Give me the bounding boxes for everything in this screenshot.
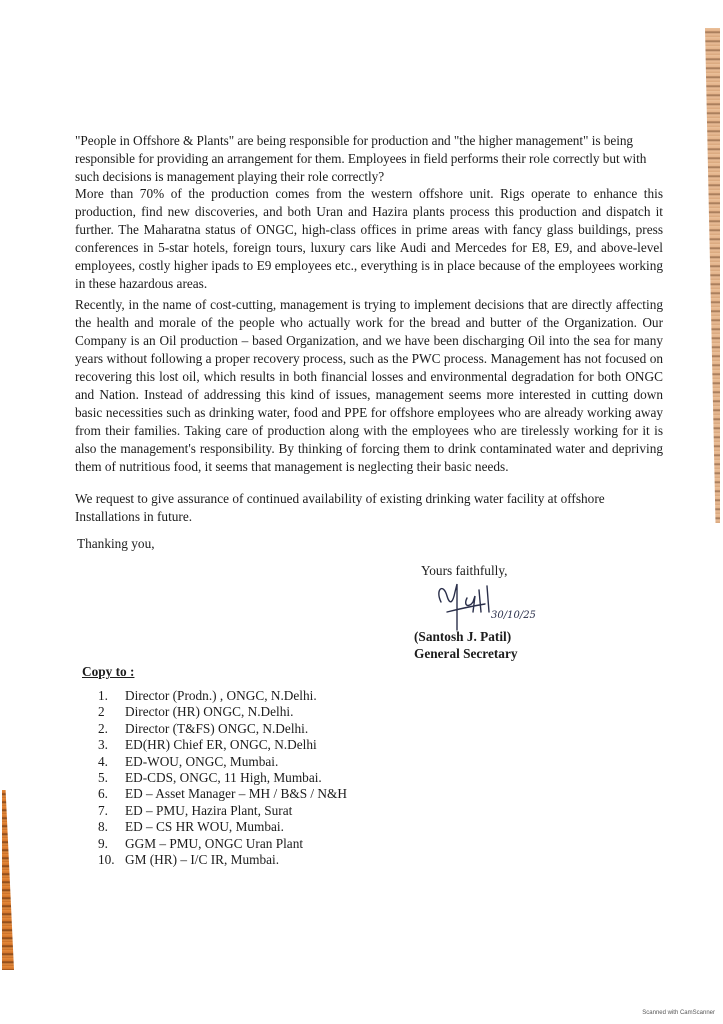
signatory-title: General Secretary [414,646,518,661]
paragraph-4: We request to give assurance of continued availability of existing drinking water facility at offshore Installations in future. [75,491,605,524]
signatory-name: (Santosh J. Patil) [414,629,512,644]
list-item: 10. GM (HR) – I/C IR, Mumbai. [98,852,280,868]
signature-icon [433,582,543,634]
paper-edge-right [705,28,720,523]
paragraph-3: Recently, in the name of cost-cutting, management is trying to implement decisions that are directly affecting the health and morale of the people who actually work for the bread and butter of the Organization. Our Company is an Oil production – based Organization, and we have been discharging Oil into the sea for many years without following a proper recovery process, such as the PWC process. Management has not focused on recovering this lost oil, which results in both financial losses and environmental degradation for both ONGC and Nation. Instead of addressing this kind of issues, management seems more interested in cutting down basic necessities such as drinking water, food and PPE for offshore employees who are already working away from their families. Taking care of production along with the employees who are tirelessly working for it is also the management's responsibility. By thinking of forcing them to drink contaminated water and depriving them of nutritious food, it seems that management is neglecting their basic needs. [75,297,663,474]
list-item: 4. ED-WOU, ONGC, Mumbai. [98,753,279,769]
scanner-watermark: Scanned with CamScanner [642,1010,715,1016]
list-item: 2. Director (T&FS) ONGC, N.Delhi. [98,720,309,736]
closing: Thanking you, [77,536,155,551]
list-item: 5. ED-CDS, ONGC, 11 High, Mumbai. [98,770,322,786]
valediction: Yours faithfully, [421,563,508,578]
copy-to-list [98,688,347,868]
paper-edge-left [2,790,14,970]
copy-to-title: Copy to : [82,664,135,679]
list-item: 1. Director (Prodn.) , ONGC, N.Delhi. [98,688,317,703]
list-item: 3. ED(HR) Chief ER, ONGC, N.Delhi [98,737,317,753]
list-item: 7. ED – PMU, Hazira Plant, Surat [98,802,293,818]
list-item: 8. ED – CS HR WOU, Mumbai. [98,819,284,835]
list-item: 6. ED – Asset Manager – MH / B&S / N&H [98,786,347,802]
list-item: 2 Director (HR) ONGC, N.Delhi. [98,704,294,720]
paragraph-2: More than 70% of the production comes from the western offshore unit. Rigs operate to enhance this production, find new discoveries, and both Uran and Hazira plants process this production and dispatch it further. The Maharatna status of ONGC, high-class offices in prime areas with fancy glass buildings, press conferences in 5-star hotels, foreign tours, luxury cars like Audi and Mercedes for E8, E9, and above-level employees, costly higher ipads to E9 employees etc., everything is in place because of the employees working in these hazardous areas. [75,186,663,291]
list-item: 9. GGM – PMU, ONGC Uran Plant [98,835,304,851]
svg-text:30/10/25: 30/10/25 [491,610,536,621]
signatory-block [414,628,518,662]
paragraph-1: "People in Offshore & Plants" are being responsible for production and "the higher management" is being responsible for providing an arrangement for them. Employees in field performs their role correctly but with such decisions is management playing their role correctly? [75,133,647,184]
